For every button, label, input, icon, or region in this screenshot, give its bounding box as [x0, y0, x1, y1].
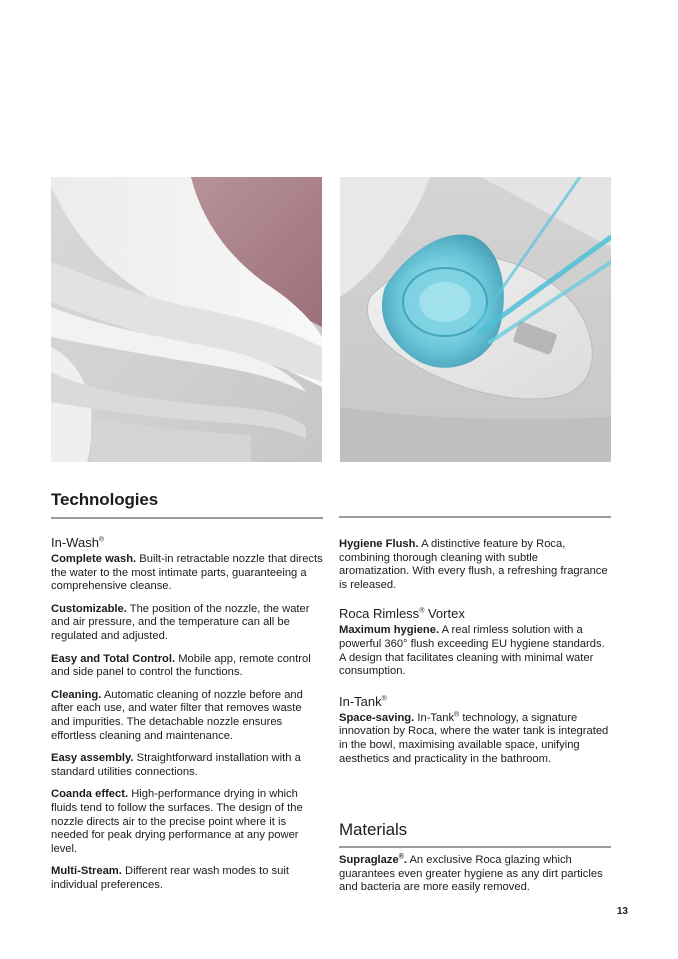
technologies-column-right [339, 516, 611, 766]
feature-customizable: Customizable. The position of the nozzle, the water and air pressure, and the temperature can all be regulated and adjusted. [51, 602, 310, 642]
rimless-title: Roca Rimless® Vortex [339, 606, 465, 622]
water-nozzle-photo [340, 177, 611, 462]
technologies-column [51, 488, 323, 892]
nozzle-photo [51, 177, 322, 462]
right-column-rule [339, 516, 611, 518]
feature-supraglaze: Supraglaze®. An exclusive Roca glazing which guarantees even greater hygiene as any dirt particles and bacteria are more easily removed. [339, 853, 603, 894]
feature-hygiene-flush: Hygiene Flush. A distinctive feature by Roca, combining thorough cleaning with subtle aromatization. With every flush, a refreshing fragrance is released. [339, 538, 608, 591]
materials-title: Materials [339, 820, 408, 839]
materials-section [339, 818, 611, 895]
feature-cleaning: Cleaning. Automatic cleaning of nozzle before and after each use, and water filter that removes waste and impurities. The detachable nozzle ensures effortless cleaning and maintenance. [51, 688, 303, 742]
materials-rule [339, 846, 611, 848]
feature-complete-wash: Complete wash. Built-in retractable nozzle that directs the water to the most intimate parts, guaranteeing a comprehensive cleanse. [51, 553, 323, 593]
feature-space-saving: Space-saving. In-Tank® technology, a signature innovation by Roca, where the water tank is integrated in the bowl, maximising available space, unifying aesthetics and practicality in the bathroom. [339, 711, 609, 765]
feature-coanda-effect: Coanda effect. High-performance drying in which fluids tend to follow the surfaces. The design of the nozzle directs air to the precise point where it is needed for peak drying performance at any power level. [51, 788, 303, 855]
technologies-rule [51, 517, 323, 519]
feature-maximum-hygiene: Maximum hygiene. A real rimless solution with a powerful 360° flush exceeding EU hygiene standards. A design that facilitates cleaning with minimal water consumption. [339, 624, 605, 678]
feature-easy-total-control: Easy and Total Control. Mobile app, remote control and side panel to control the functions. [51, 652, 311, 679]
technologies-title: Technologies [51, 490, 159, 509]
feature-multi-stream: Multi-Stream. Different rear wash modes to suit individual preferences. [51, 865, 289, 891]
feature-easy-assembly: Easy assembly. Straightforward installation with a standard utilities connections. [51, 752, 301, 778]
page-number: 13 [616, 906, 628, 917]
in-tank-title: In-Tank® [339, 693, 387, 709]
in-wash-title: In-Wash® [51, 535, 105, 550]
